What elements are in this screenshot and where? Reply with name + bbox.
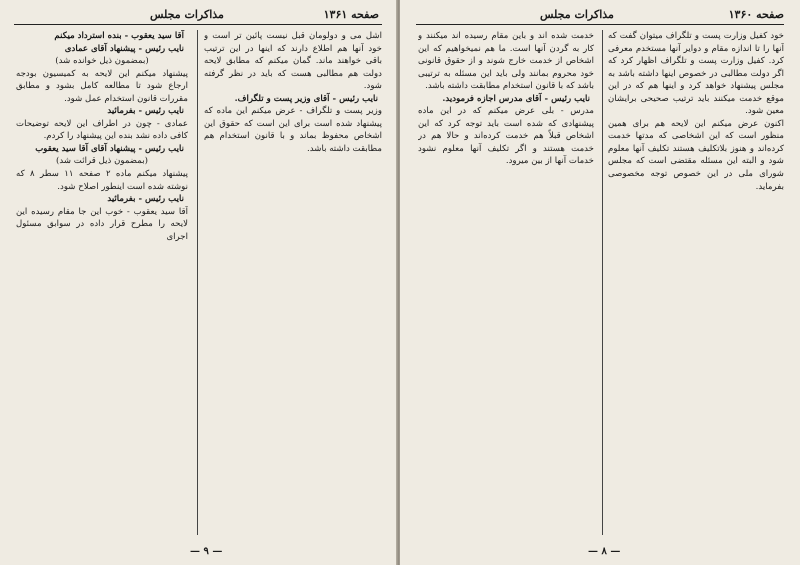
paragraph: نایب رئیس - بفرمائید [107,106,184,117]
paragraph: آقا سید یعقوب - خوب این جا مقام رسیده این لایحه را مطرح قرار داده در سوابق مسئول اجرای [16,206,188,242]
right-page-footer: — ۸ — [588,546,621,557]
paragraph: خود کفیل وزارت پست و تلگراف میتوان گفت که آنها را تا اندازه مقام و دوایر آنها مستخدم معرفی کرد. کفیل وزارت پست و تلگراف اظهار کرد که اگر دولت مطالبی در خصوص اینها داشته باشد به مجلس پیشنهاد خواهد کرد و اینها هم که در این موقع خدمت میکنند باید ترتیب صحیحی برایشان معین شود. [608,31,784,117]
paragraph: پیشنهاد میکنم ماده ۲ صفحه ۱۱ سطر ۸ که نوشته شده است اینطور اصلاح شود. [16,169,188,192]
left-page-column-2 [16,30,188,535]
paragraph: نایب رئیس - آقای وزیر پست و تلگراف. [234,93,378,104]
right-column-divider [602,30,603,535]
left-page-number: صفحه ۱۳۶۱ [323,8,379,21]
paragraph: مدرس - بلی عرض میکنم که در این ماده پیشنهادی که شده است باید توجه کرد که این اشخاص قبلاً هم خدمت کرده‌اند و حالا هم در خدمت هستند و اگر تکلیف آنها معلوم نشود خدمات آنها از بین میرود. [418,106,594,167]
paragraph: اشل می و دولومان قبل نیست پائین تر است و خود آنها هم اطلاع دارند که اینها در این ترتیب باقی خواهند ماند. گمان میکنم که مطابق لایحه دولت هم مطالبی هست که باید در نظر گرفته شود. [204,31,382,92]
right-page [400,0,800,565]
right-page-column-1 [608,30,784,535]
paragraph: اکنون عرض میکنم این لایحه هم برای همین منظور است که این اشخاصی که مدتها خدمت کرده‌اند و هنوز بلاتکلیف هستند تکلیف آنها معلوم شود و البته این مسئله مقتضی است که مجلس شورای ملی در این خصوص توجه مخصوصی بفرماید. [608,118,784,192]
paragraph: خدمت شده اند و باین مقام رسیده اند میکنند و کار به گردن آنها است. ما هم نمیخواهیم که این اشخاص از خدمت خارج شوند و از حقوق قانونی خود محروم بمانند ولی باید این مسئله به ترتیبی باشد که با قانون استخدام مطابقت داشته باشد. [418,31,594,92]
paragraph: (بمضمون ذیل قرائت شد) [56,156,148,167]
paragraph: آقا سید یعقوب - بنده استرداد میکنم [54,31,184,41]
left-page [0,0,397,565]
paragraph: (بمضمون ذیل خوانده شد) [55,56,149,67]
paragraph: نایب رئیس - پیشنهاد آقای عمادی [64,43,184,54]
paragraph: نایب رئیس - بفرمائید [107,194,184,205]
paragraph: نایب رئیس - آقای مدرس اجازه فرمودید. [442,93,590,104]
right-running-title: مذاکرات مجلس [540,8,614,21]
right-header-rule [416,24,784,25]
paragraph: وزیر پست و تلگراف - عرض میکنم این ماده که پیشنهاد شده است برای این است که حقوق این اشخاص محفوظ بماند و با قانون استخدام هم مطابقت داشته باشد. [204,106,382,154]
right-page-column-2 [418,30,594,535]
paragraph: پیشنهاد میکنم این لایحه به کمیسیون بودجه ارجاع شود تا مطالعه کامل بشود و مطابق مقررات قانون استخدام عمل شود. [16,68,188,104]
paragraph: نایب رئیس - پیشنهاد آقای آقا سید یعقوب [35,143,184,154]
left-header-rule [14,24,382,25]
left-page-column-1 [204,30,382,535]
right-page-number: صفحه ۱۳۶۰ [728,8,784,21]
left-running-title: مذاکرات مجلس [150,8,224,21]
paragraph: عمادی - چون در اطراف این لایحه توضیحات کافی داده نشد بنده این پیشنهاد را کردم. [16,118,188,142]
left-page-footer: — ۹ — [190,546,223,557]
left-column-divider [197,30,198,535]
